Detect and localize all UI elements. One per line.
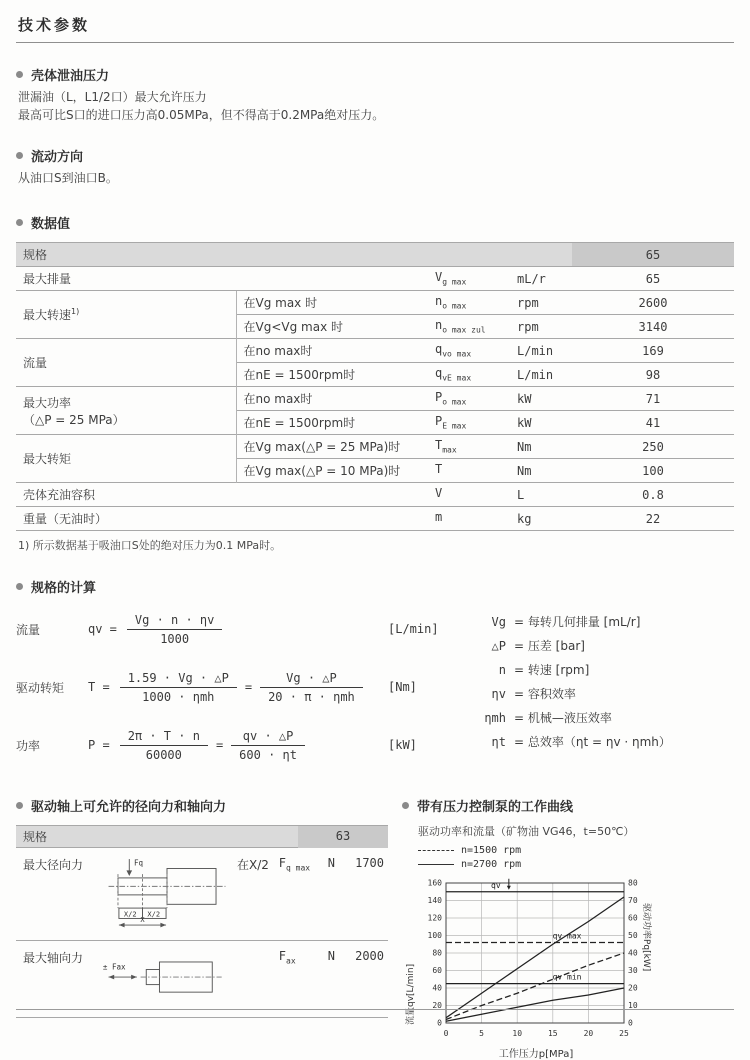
formula-torque [16, 666, 468, 708]
symbol-base: F [278, 949, 286, 963]
y-tick-label-right: 30 [628, 966, 638, 976]
cell-cond [236, 507, 428, 531]
cell-cond: 在Vg max(△P = 25 MPa)时 [236, 435, 428, 459]
symbol-base: m [435, 510, 443, 525]
page-title: 技术参数 [18, 16, 91, 34]
symbol-sub: o max [442, 301, 467, 311]
symbol-base: V [435, 486, 443, 501]
y-tick-label-right: 80 [628, 878, 638, 888]
cell-value: 98 [572, 363, 734, 387]
table-header-row [16, 243, 734, 267]
definition-text: = 压差 [bar] [514, 639, 585, 653]
table-row-displacement [16, 267, 734, 291]
symbol-base: P [435, 414, 443, 429]
cell-spec-label: 规格 [16, 243, 236, 267]
symbol-base: n [435, 294, 443, 309]
series-solid [446, 897, 624, 1018]
cell-cond: 在nE = 1500rpm时 [236, 363, 428, 387]
series-annotation: qv min [552, 972, 582, 982]
formula-flow [16, 608, 468, 650]
series-annotation: qv [491, 880, 501, 890]
definition-symbol: ηt [491, 735, 506, 749]
numerator: 2π · T · n [120, 729, 208, 746]
section-title-text: 驱动轴上可允许的径向力和轴向力 [31, 800, 227, 815]
denominator: 20 · π · ηmh [268, 689, 355, 704]
definition-text: = 每转几何排量 [mL/r] [514, 615, 641, 629]
symbol-sub: o max [442, 397, 467, 407]
symbol-base: P [435, 390, 443, 405]
cell-symbol [279, 853, 328, 872]
cell-label: 最大排量 [16, 267, 236, 291]
definition-row [468, 634, 734, 658]
cell-label [16, 387, 236, 435]
dim-arrow-left [119, 923, 125, 928]
cell-cond: 在no max时 [236, 339, 428, 363]
cell-unit: kW [510, 387, 572, 411]
cell-unit: Nm [510, 435, 572, 459]
numerator: qv · △P [231, 729, 305, 746]
section-title [16, 796, 388, 815]
cell-unit: Nm [510, 459, 572, 483]
formula-expression [88, 729, 388, 762]
fraction [120, 729, 208, 762]
forces-row-axial [16, 940, 388, 1017]
legend-item-dashed [418, 843, 734, 857]
definition-symbol: ηmh [484, 711, 506, 725]
symbol-sub: o max zul [442, 325, 486, 335]
fraction [260, 671, 363, 704]
dimension-label: X/2 [123, 909, 137, 919]
cell-value: 71 [572, 387, 734, 411]
x-tick-label: 5 [479, 1029, 485, 1038]
cell-cond: 在Vg max(△P = 10 MPa)时 [236, 459, 428, 483]
cell-cond [236, 267, 428, 291]
cell-unit: N [327, 949, 335, 963]
cell-label: 重量（无油时） [16, 507, 236, 531]
cell-spec-value: 65 [572, 243, 734, 267]
definition-row [468, 730, 734, 754]
cell-value: 169 [572, 339, 734, 363]
paragraph: 泄漏油（L，L1/2口）最大允许压力 [18, 90, 207, 104]
definition-row [468, 658, 734, 682]
cell-cond: 在nE = 1500rpm时 [236, 411, 428, 435]
table-row-weight [16, 507, 734, 531]
cell-label: 流量 [16, 339, 236, 387]
cell-unit: mL/r [510, 267, 572, 291]
legend-label: n=1500 rpm [461, 844, 522, 856]
cell-symbol [428, 435, 510, 459]
cell-value: 100 [572, 459, 734, 483]
cell-value: 250 [572, 435, 734, 459]
y-tick-label-left: 60 [432, 966, 442, 976]
dimension-label: X [140, 915, 145, 925]
cell-label: 最大轴向力 [23, 951, 84, 965]
radial-force-diagram [101, 853, 237, 936]
cell-value: 2000 [355, 949, 384, 963]
section-title [16, 213, 734, 232]
symbol-base: T [435, 462, 443, 477]
y-tick-label-right: 20 [628, 983, 638, 993]
y-tick-label-left: 20 [432, 1001, 442, 1011]
axial-shaft-drawing [101, 946, 233, 1010]
label-text-2: （△P = 25 MPa） [23, 412, 125, 427]
footnote-marker: 1) [71, 307, 80, 316]
y-tick-label-right: 40 [628, 948, 638, 958]
denominator: 1000 · ηmh [142, 689, 215, 704]
y-tick-label-right: 0 [628, 1018, 633, 1028]
section-title-text: 带有压力控制泵的工作曲线 [417, 800, 574, 815]
formula-lhs: T = [88, 680, 110, 694]
cell-unit: kW [510, 411, 572, 435]
fraction [127, 613, 222, 646]
y-tick-label-right: 10 [628, 1001, 638, 1011]
chart-subtitle: 驱动功率和流量（矿物油 VG46，t=50℃） [418, 825, 635, 838]
axial-arrow-right [131, 975, 137, 980]
cell-cond: 在Vg<Vg max 时 [236, 315, 428, 339]
formula-label: 驱动转矩 [16, 680, 65, 695]
chart-legend [418, 843, 734, 871]
section-operating-curves [388, 796, 734, 1060]
symbol-base: q [435, 342, 443, 357]
symbol-base: q [435, 366, 443, 381]
symbol-base: F [278, 856, 286, 870]
formula-lhs: qv = [88, 622, 117, 636]
table-row-torque-a [16, 435, 734, 459]
bullet-icon [402, 802, 409, 809]
bullet-icon [16, 152, 23, 159]
formula-expression [88, 613, 388, 646]
symbol-sub: vo max [442, 349, 472, 359]
table-row-speed-a [16, 291, 734, 315]
y-tick-label-left: 120 [427, 913, 442, 923]
cell-cond [237, 946, 279, 949]
definition-symbol: Vg [491, 615, 506, 629]
formula-lhs: P = [88, 738, 110, 752]
numerator: Vg · △P [260, 671, 363, 688]
paragraph: 从油口S到油口B。 [18, 171, 118, 185]
cell-unit: L/min [510, 363, 572, 387]
symbol-sub: E max [442, 421, 467, 431]
y-tick-label-right: 60 [628, 913, 638, 923]
legend-label: n=2700 rpm [461, 858, 522, 870]
force-arrow-down [126, 870, 132, 876]
section-title-text: 规格的计算 [31, 581, 97, 596]
cell-symbol [428, 267, 510, 291]
cell-label: 最大转矩 [16, 435, 236, 483]
x-tick-label: 0 [443, 1029, 449, 1038]
series-solid [446, 988, 624, 1021]
definition-symbol: n [498, 663, 506, 677]
definition-text: = 转速 [rpm] [514, 663, 590, 677]
cell-cond: 在Vg max 时 [236, 291, 428, 315]
cell-empty [428, 243, 510, 267]
definition-text: = 容积效率 [514, 687, 576, 701]
bullet-icon [16, 71, 23, 78]
section-title-text: 壳体泄油压力 [31, 69, 110, 84]
symbol-base: T [435, 438, 443, 453]
cell-symbol [428, 459, 510, 483]
section-title [16, 146, 734, 165]
cell-symbol [428, 483, 510, 507]
section-calculations [16, 577, 734, 782]
table-row-flow-a [16, 339, 734, 363]
cell-value: 65 [572, 267, 734, 291]
cell-value: 41 [572, 411, 734, 435]
label-text: 最大功率 [23, 395, 72, 410]
x-axis-label: 工作压力p[MPa] [498, 1049, 574, 1060]
numerator: Vg · n · ηv [127, 613, 222, 630]
x-tick-label: 25 [619, 1029, 629, 1038]
series-annotation: qv max [552, 931, 582, 941]
definition-row [468, 706, 734, 730]
table-row-power-a [16, 387, 734, 411]
formulas [16, 608, 468, 782]
annotation-arrowhead [507, 886, 511, 890]
definition-row [468, 682, 734, 706]
force-label: Fq [134, 858, 144, 868]
cell-symbol [428, 291, 510, 315]
section-shaft-forces [16, 796, 388, 1060]
section-title-text: 数据值 [31, 217, 71, 232]
bottom-area [16, 796, 734, 1060]
y-axis-label-left: 流量qv[L/min] [406, 963, 416, 1025]
cell-value: 2600 [572, 291, 734, 315]
section-flow-direction [16, 146, 734, 187]
symbol-base: n [435, 318, 443, 333]
y-tick-label-left: 100 [427, 931, 442, 941]
cell-cond: 在X/2 [237, 858, 269, 872]
cell-unit: rpm [510, 315, 572, 339]
section-title [402, 796, 734, 815]
definition-text: = 机械—液压效率 [514, 711, 612, 725]
table-row-case-volume [16, 483, 734, 507]
symbol-sub: q max [286, 863, 311, 873]
cell-label [16, 291, 236, 339]
formula-power [16, 724, 468, 766]
data-values-table [16, 242, 734, 531]
cell-cond: 在no max时 [236, 387, 428, 411]
forces-row-radial [16, 847, 388, 940]
cell-symbol [428, 411, 510, 435]
formula-unit: [L/min] [388, 622, 439, 636]
cell-cond [236, 483, 428, 507]
cell-spec-label: 规格 [23, 830, 48, 844]
numerator: 1.59 · Vg · △P [120, 671, 237, 688]
symbol-definitions [468, 608, 734, 782]
section-title [16, 65, 734, 84]
cell-symbol [428, 387, 510, 411]
symbol-base: V [435, 270, 443, 285]
label-text: 最大转速 [23, 308, 72, 322]
cell-symbol [428, 339, 510, 363]
section-title [16, 577, 734, 596]
bullet-icon [16, 802, 23, 809]
axial-arrow-left [109, 975, 115, 980]
y-tick-label-left: 160 [427, 878, 442, 888]
calc-wrap [16, 608, 734, 782]
y-tick-label-right: 50 [628, 931, 638, 941]
cell-unit: kg [510, 507, 572, 531]
legend-line-solid-icon [418, 864, 454, 865]
denominator: 1000 [160, 631, 190, 646]
section-title-text: 流动方向 [31, 150, 84, 165]
forces-header-row [16, 825, 388, 847]
y-tick-label-left: 0 [437, 1018, 442, 1028]
paragraph: 最高可比S口的进口压力高0.05MPa，但不得高于0.2MPa绝对压力。 [18, 108, 385, 122]
cell-value: 0.8 [572, 483, 734, 507]
symbol-sub: g max [442, 277, 467, 287]
cell-spec-value: 63 [298, 826, 388, 848]
forces-table [16, 825, 388, 1018]
bullet-icon [16, 583, 23, 590]
cell-unit: N [327, 856, 335, 870]
cell-symbol [428, 363, 510, 387]
x-tick-label: 10 [512, 1029, 523, 1038]
definition-row [468, 610, 734, 634]
fraction [231, 729, 305, 762]
y-tick-label-right: 70 [628, 896, 638, 906]
denominator: 60000 [145, 747, 182, 762]
symbol-sub: max [442, 445, 457, 455]
cell-label: 最大径向力 [23, 858, 84, 872]
legend-line-dashed-icon [418, 850, 454, 851]
section-drain-pressure [16, 65, 734, 124]
dimension-label: X/2 [147, 909, 161, 919]
formula-unit: [Nm] [388, 680, 417, 694]
formula-expression [88, 671, 388, 704]
y-axis-label-right: 驱动功率Pq[kW] [641, 903, 651, 972]
axial-force-diagram [101, 946, 237, 1013]
legend-item-solid [418, 857, 734, 871]
cell-symbol [428, 507, 510, 531]
cell-value: 22 [572, 507, 734, 531]
force-label: ± Fax [102, 962, 126, 972]
radial-shaft-drawing [101, 853, 233, 933]
cell-label: 壳体充油容积 [16, 483, 236, 507]
cell-symbol [279, 946, 328, 965]
definition-text: = 总效率（ηt = ηv · ηmh） [514, 735, 671, 749]
equals-sign: = [215, 738, 224, 752]
section-data-values [16, 213, 734, 553]
bullet-icon [16, 219, 23, 226]
formula-unit: [kW] [388, 738, 417, 752]
y-tick-label-left: 140 [427, 896, 442, 906]
cell-unit: L [510, 483, 572, 507]
header-divider [16, 42, 734, 43]
symbol-sub: ax [286, 956, 296, 966]
cell-unit: rpm [510, 291, 572, 315]
definition-symbol: ηv [491, 687, 506, 701]
fraction [120, 671, 237, 704]
y-tick-label-left: 40 [432, 983, 442, 993]
equals-sign: = [244, 680, 253, 694]
cell-empty [236, 243, 428, 267]
x-tick-label: 15 [547, 1029, 558, 1038]
dim-arrow-right [160, 923, 166, 928]
cell-value: 1700 [355, 856, 384, 870]
x-tick-label: 20 [583, 1029, 594, 1038]
table-footnote: 1) 所示数据基于吸油口S处的绝对压力为0.1 MPa时。 [18, 539, 282, 552]
cell-empty [510, 243, 572, 267]
y-tick-label-left: 80 [432, 948, 442, 958]
footer-divider [16, 1009, 734, 1010]
cell-symbol [428, 315, 510, 339]
formula-label: 流量 [16, 622, 41, 637]
cell-unit: L/min [510, 339, 572, 363]
cell-value: 3140 [572, 315, 734, 339]
definition-symbol: △P [491, 639, 506, 653]
symbol-sub: vE max [442, 373, 472, 383]
formula-label: 功率 [16, 738, 41, 753]
denominator: 600 · ηt [239, 747, 297, 762]
